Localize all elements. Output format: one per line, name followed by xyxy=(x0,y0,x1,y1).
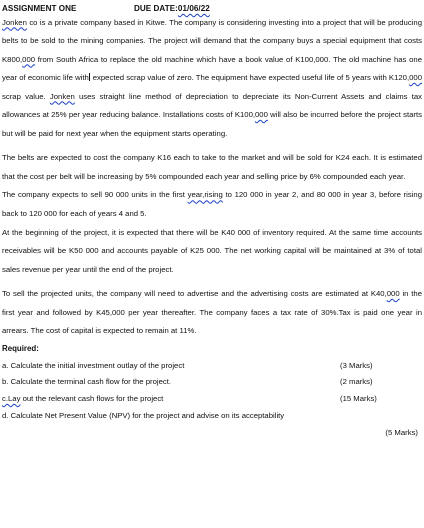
paragraph-sales-volume xyxy=(2,186,422,223)
required-item-marks: (15 Marks) xyxy=(340,394,377,404)
required-item-text xyxy=(2,391,340,408)
overview-text-2: 000 xyxy=(22,54,36,64)
required-item-a xyxy=(2,358,422,375)
required-item-marks: (3 Marks) xyxy=(340,360,373,370)
paragraph-advertising-tax xyxy=(2,285,422,341)
required-heading: Required: xyxy=(2,343,39,353)
required-item-d xyxy=(2,408,422,425)
due-date-label: DUE DATE: xyxy=(134,4,178,13)
advert-text-1: To sell the projected units, the company will need to advertise and the advertising costs are estimated at K40, xyxy=(2,289,387,299)
required-item-text-rest: out the relevant cash flows for the project xyxy=(20,394,164,404)
overview-text-1: co is a private company based in Kitwe. The company is considering investing into a project that will be producing belts to be sold to the mining companies. The project will demand that the company buys a special equipment that costs K800, xyxy=(2,17,422,64)
paragraph-pricing: The belts are expected to cost the company K16 each to take to the market and will be sold for K24 each. It is estimated that the cost per belt will be increasing by 5% compounded each year and selling price by 6% compounded each year. xyxy=(2,153,422,181)
overview-text-5: 000 xyxy=(409,73,422,83)
overview-text-7: Jonken xyxy=(49,91,75,101)
required-item-text: d. Calculate Net Present Value (NPV) for the project and advise on its acceptability xyxy=(2,410,285,420)
advert-text-2: 000 xyxy=(386,289,400,299)
overview-text-4: expected scrap value of zero. The equipment have expected useful life of 5 years with K120, xyxy=(90,73,410,83)
assignment-title: ASSIGNMENT ONE xyxy=(2,4,77,13)
overview-text-9: 000 xyxy=(255,110,268,120)
sales-text-1: The company expects to sell 90 000 units in the first xyxy=(2,190,188,200)
required-item-c xyxy=(2,391,422,408)
overview-text-10: will also be incurred before the project starts but will be paid for next year when the equipment starts operating. xyxy=(2,110,422,138)
overview-text-6: scrap value. xyxy=(2,91,50,101)
paragraph-project-overview xyxy=(2,14,422,144)
required-item-d-marks: (5 Marks) xyxy=(385,427,418,437)
advert-text-3: in the first year and followed by K45,000 per year thereafter. The company faces a tax rate of 30%.Tax is paid one year in arrears. The cost of capital is expected to remain at 11%. xyxy=(2,289,422,336)
paragraph-working-capital: At the beginning of the project, it is expected that there will be K40 000 of inventory required. At the same time accounts receivables will be K50 000 and accounts payable of K25 000. The net working capital will be maintained at 3% of total sales revenue per year until the end of the project. xyxy=(2,227,422,274)
required-item-text: b. Calculate the terminal cash flow for the project. xyxy=(2,377,172,387)
sales-text-3: to 120 000 in year 2, and 80 000 in year 3, before rising back to 120 000 for each of years 4 and 5. xyxy=(2,190,422,218)
required-item-marks: (2 marks) xyxy=(340,377,373,387)
required-item-prefix: c.Lay xyxy=(2,394,21,404)
due-date xyxy=(134,4,210,14)
company-name-word: Jonken xyxy=(2,17,27,27)
overview-text-3: from South Africa to replace the old machine which have a book value of K100,000. The old machine has one year of economic life with xyxy=(2,54,422,83)
required-item-text: a. Calculate the initial investment outlay of the project xyxy=(2,360,185,370)
document-header xyxy=(2,4,422,14)
sales-text-2: year,rising xyxy=(187,190,223,200)
due-date-value: 01/06/22 xyxy=(177,4,210,13)
required-item-b xyxy=(2,374,422,391)
overview-text-8: uses straight line method of depreciation to depreciate its Non-Current Assets and claims tax allowances at 25% per year reducing balance. Installations costs of K100, xyxy=(2,91,422,120)
